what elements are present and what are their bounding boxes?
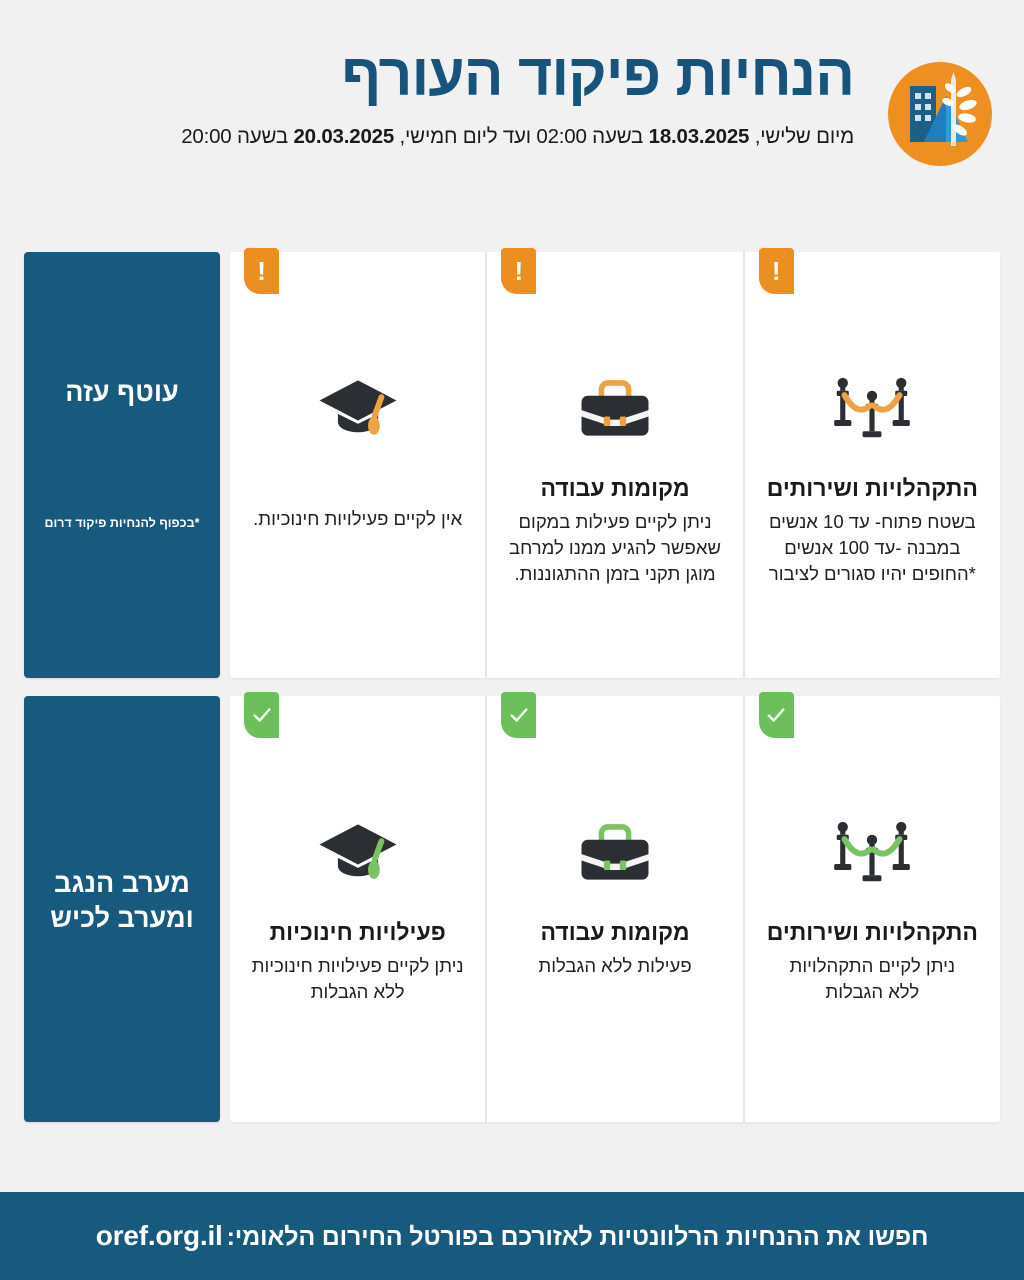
card-title: מקומות עבודה [540, 475, 690, 501]
card-icon [829, 792, 915, 912]
card-title: התקהלויות ושירותים [766, 475, 978, 501]
check-icon [765, 704, 787, 726]
subtitle-date-end: 20.03.2025 [293, 125, 395, 148]
subtitle-part-2: בשעה 02:00 ועד ליום חמישי, [394, 125, 649, 148]
subtitle-part-3: בשעה 20:00 [181, 125, 294, 148]
check-icon [251, 704, 273, 726]
card-title: התקהלויות ושירותים [766, 919, 978, 945]
header-text-block [24, 42, 874, 149]
subtitle-date-start: 18.03.2025 [648, 125, 750, 148]
guideline-row [24, 252, 1000, 678]
region-note: *בכפוף להנחיות פיקוד דרום [44, 516, 200, 530]
card-workplaces [487, 696, 744, 1122]
card-body: בשטח פתוח- עד 10 אנשים במבנה -עד 100 אנשים *החופים יהיו סגורים לציבור [768, 510, 976, 585]
card-body: ניתן לקיים התקהלויות ללא הגבלות [789, 954, 956, 1003]
graduation-cap-icon [316, 372, 400, 444]
subtitle-part-1: מיום שלישי, [749, 125, 854, 148]
guidelines-grid [24, 252, 1000, 1140]
graduation-cap-icon [316, 816, 400, 888]
card-education [230, 252, 487, 678]
status-badge-warning [501, 248, 536, 294]
card-icon [316, 792, 400, 912]
footer-bar [0, 1192, 1024, 1280]
card-body: ניתן לקיים פעילות במקום שאפשר להגיע ממנו למרחב מוגן תקני בזמן ההתגוננות. [509, 510, 721, 585]
card-education [230, 696, 487, 1122]
card-title: פעילויות חינוכיות [269, 919, 446, 945]
footer-message [96, 1220, 929, 1252]
status-badge-allowed [244, 692, 279, 738]
status-badge-allowed [759, 692, 794, 738]
briefcase-icon [575, 375, 655, 442]
check-icon [508, 704, 530, 726]
stanchion-rope-icon [829, 813, 915, 891]
region-panel-western-negev [24, 696, 220, 1122]
card-title: מקומות עבודה [540, 919, 690, 945]
exclamation-icon: ! [257, 256, 266, 286]
briefcase-icon [575, 819, 655, 886]
logo-container [888, 62, 992, 166]
card-body: פעילות ללא הגבלות [538, 954, 692, 976]
status-badge-warning [244, 248, 279, 294]
card-body: ניתן לקיים פעילויות חינוכיות ללא הגבלות [251, 954, 464, 1003]
status-badge-allowed [501, 692, 536, 738]
region-name: עוטף עזה [65, 377, 179, 407]
guideline-row [24, 696, 1000, 1122]
cards-strip [230, 696, 1000, 1122]
oref-website-link[interactable]: oref.org.il [95, 1220, 223, 1251]
card-icon [316, 348, 400, 468]
card-icon [575, 792, 655, 912]
card-gatherings [745, 696, 1000, 1122]
card-icon [575, 348, 655, 468]
card-gatherings [745, 252, 1000, 678]
region-name: מערב הנגב ומערב לכיש [50, 868, 194, 934]
status-badge-warning [759, 248, 794, 294]
page-title: הנחיות פיקוד העורף [341, 42, 854, 108]
region-panel-gaza-envelope [24, 252, 220, 678]
card-body: אין לקיים פעילויות חינוכיות. [253, 508, 463, 529]
footer-label: חפשו את ההנחיות הרלוונטיות לאזורכם בפורטל החירום הלאומי: [226, 1223, 929, 1251]
card-workplaces [487, 252, 744, 678]
header [0, 0, 1024, 232]
exclamation-icon: ! [514, 256, 524, 286]
cards-strip [230, 252, 1000, 678]
card-icon [829, 348, 915, 468]
home-front-command-logo-icon [888, 62, 992, 166]
exclamation-icon: ! [771, 256, 781, 286]
stanchion-rope-icon [829, 369, 915, 447]
page-subtitle [24, 125, 854, 149]
